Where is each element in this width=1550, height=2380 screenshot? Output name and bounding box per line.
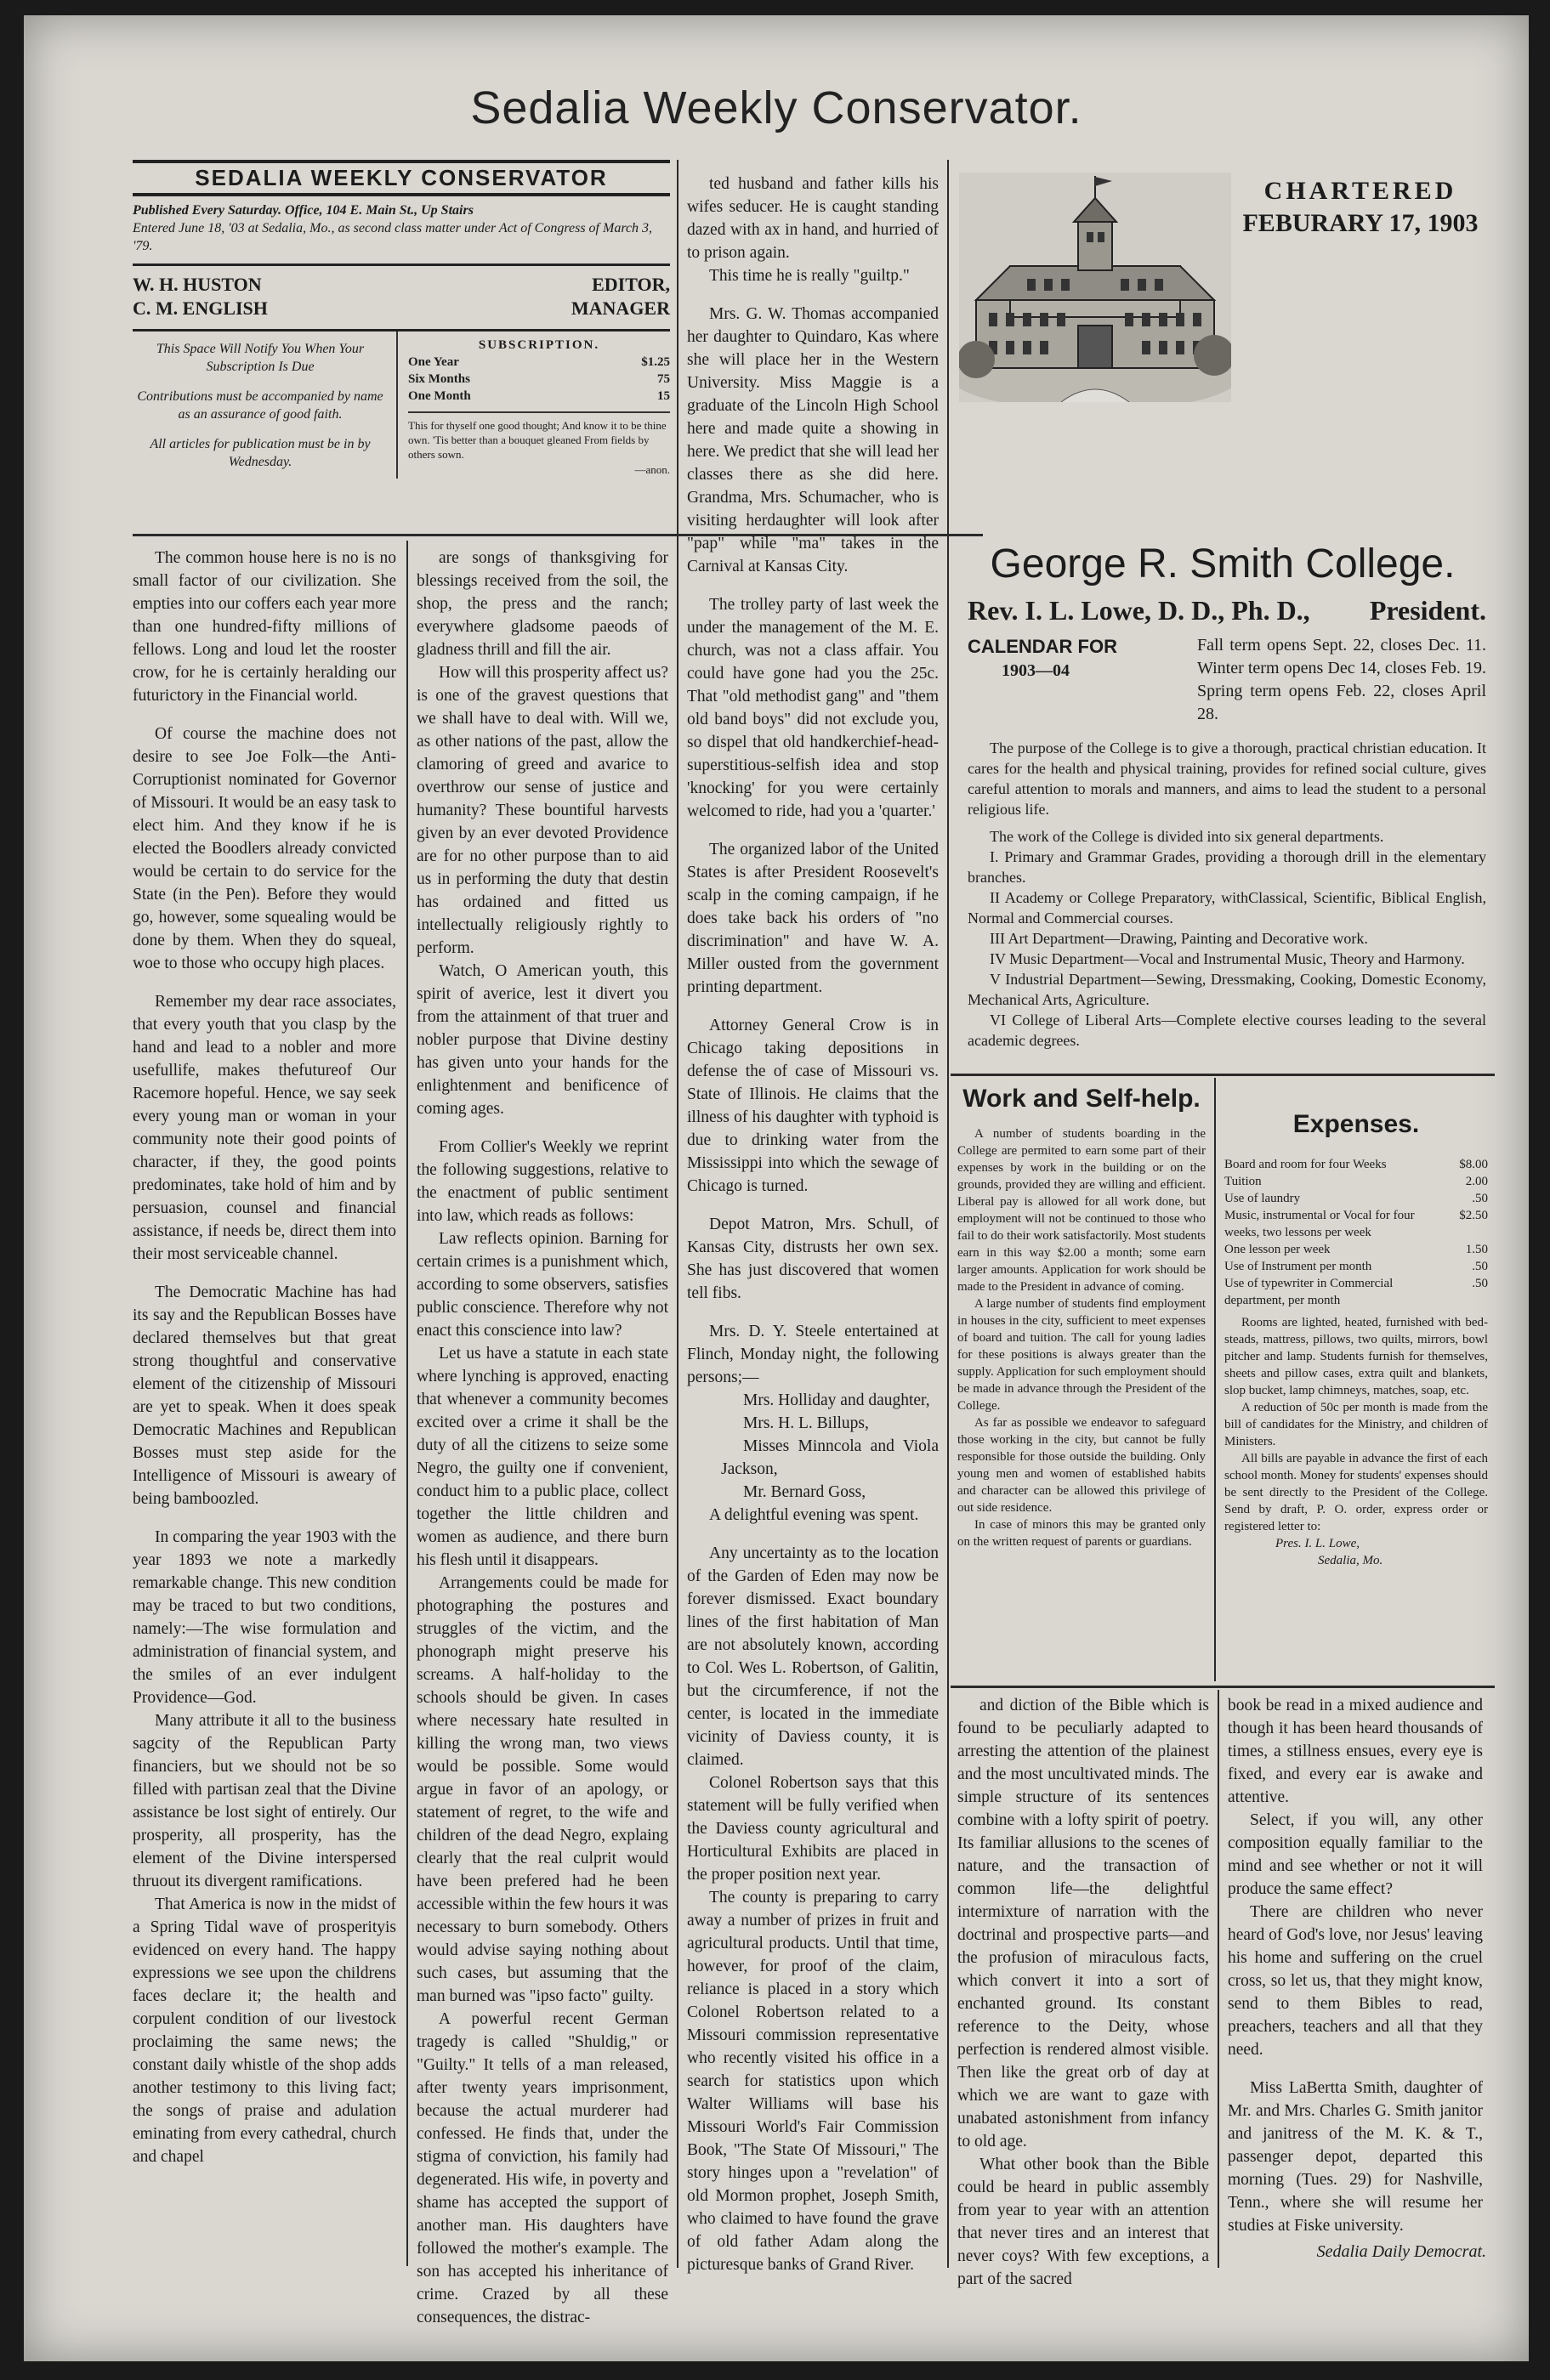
expense-row: One lesson per week 1.50: [1224, 1243, 1488, 1256]
poem-signature: —anon.: [634, 463, 670, 476]
guest-name: Mrs. H. L. Billups,: [743, 1414, 869, 1432]
expense-row: Music, instrumental or Vocal for four weeks, two lessons per week $2.50: [1224, 1209, 1488, 1239]
article-paragraph: Law reflects opinion. Barning for certain crimes is a punishment which, according to some observers, satisfies public conscience. Therefore why not enact this conscience into law?: [417, 1230, 668, 1340]
notice-subscription: This Space Will Notify You When Your Subscription Is Due: [156, 342, 365, 374]
section-rule: [951, 1074, 1495, 1076]
department-item: II Academy or College Preparatory, withClassical, Scientific, Biblical English, Normal and Commercial courses.: [968, 889, 1486, 926]
credit-line: Sedalia Daily Democrat.: [1316, 2242, 1486, 2261]
guest-name: Mrs. Holliday and daughter,: [743, 1391, 930, 1409]
guest-name: Mr. Bernard Goss,: [743, 1483, 866, 1501]
article-paragraph: Select, if you will, any other composition equally familiar to the mind and see whether or not it will produce the same effect?: [1228, 1811, 1483, 1898]
section-rule: [951, 1686, 1495, 1688]
article-paragraph: Watch, O American youth, this spirit of averice, lest it divert you from the attainment of that truer and nobler purpose that Divine destiny has given unto your hands for the enlightenment and benificence of coming ages.: [417, 962, 668, 1118]
expense-row: Use of laundry .50: [1224, 1192, 1488, 1205]
article-paragraph: The trolley party of last week the under the management of the M. E. church, was not a class affair. You could have gone had you the 25c. That "old methodist gang" and "them old band boys" did not exclude you, so dispel that old handkerchief-head-superstitious-selfish idea and stop 'knocking' for you were certainly welcomed to ride, had you a 'quarter.': [687, 596, 939, 820]
column-rule: [677, 160, 678, 2268]
bible-article-col-2: [1228, 1694, 1483, 2237]
masthead: Sedalia Weekly Conservator.: [470, 82, 1082, 133]
self-help-paragraph: A number of students boarding in the College are permited to earn some part of their expenses by work in the building or on the grounds, provided they are willing and efficient. Liberal pay is allowed for all work done, but employment will not be continued to those who fail to do their work satisfactorily. Most students earn in this way $2.00 a month; some earn larger amounts. Application for work should be made to the President in advance of coming.: [957, 1127, 1206, 1294]
editor-role: EDITOR,: [592, 274, 670, 295]
article-paragraph: From Collier's Weekly we reprint the following suggestions, relative to the enactment of public sentiment into law, which reads as follows:: [417, 1138, 668, 1225]
article-paragraph: What other book than the Bible could be heard in public assembly from year to year with an attention that never tires and an interest that never coys? With few exceptions, a part of the sacred: [957, 2156, 1209, 2288]
article-paragraph: Many attribute it all to the business sagcity of the Republican Party financiers, but we should not be so filled with partisan zeal that the Divine assistance be lost sight of entirely. Our prosperity, all prosperity, has the element of the Divine interspersed thruout its divergent ramifications.: [133, 1712, 396, 1890]
column-rule: [1218, 1690, 1219, 2268]
college-building-illustration: [959, 173, 1231, 402]
bible-article-col-1: [957, 1694, 1209, 2291]
article-paragraph: A powerful recent German tragedy is called "Shuldig," or "Guilty." It tells of a man released, after twenty years imprisonment, because the actual murderer had confessed. He finds that, under the stigma of conviction, his family had degenerated. His wife, in poverty and shame has accepted the support of another man. His daughters have followed the mother's example. The son has accepted his inheritance of crime. Crazed by all these consequences, the distrac-: [417, 2010, 668, 2326]
expense-row: Board and room for four Weeks $8.00: [1224, 1158, 1488, 1171]
column-rule: [1214, 1078, 1216, 1681]
expenses-payment: All bills are payable in advance the first of each school month. Money for students' expenses should be sent directly to the President of the College. Send by draft, P. O. order, express order or registered letter to:: [1224, 1452, 1488, 1533]
published-line: Published Every Saturday. Office, 104 E. Main St., Up Stairs: [133, 203, 474, 218]
poem: This for thyself one good thought; And know it to be thine own. 'Tis better than a bouquet gleaned From fields by others sown.: [408, 411, 670, 462]
column-rule: [947, 160, 949, 2268]
expense-row: Tuition 2.00: [1224, 1175, 1488, 1188]
subscription-row: One Year $1.25: [408, 355, 670, 369]
expenses-title: Expenses.: [1292, 1110, 1420, 1138]
article-paragraph: Mrs. D. Y. Steele entertained at Flinch, Monday night, the following persons;—: [687, 1323, 939, 1386]
self-help-title: Work and Self-help.: [962, 1085, 1201, 1113]
president-title: President.: [1369, 595, 1486, 626]
article-paragraph: Mrs. G. W. Thomas accompanied her daughter to Quindaro, Kas where she will place her in the Western University. Miss Maggie is a graduate of the Lincoln High School here and made quite a showing in here. We predict that she will lead her classes there as she did here. Grandma, Mrs. Schumacher, who is visiting herdaughter will look after "pap" while "ma" takes in the Carnival at Kansas City.: [687, 305, 939, 575]
article-paragraph: Remember my dear race associates, that every youth that you clasp by the hand and lead to a nobler and more usefullife, makes thefutureof Our Racemore hopeful. Hence, we say seek every young man or woman in your community note their good points of character, if they, the good points predominates, take hold of him and by persuasion, counsel and financial assistance, if needs be, direct them into their most serviceable channel.: [133, 993, 396, 1263]
publisher-box: [133, 160, 670, 479]
self-help-paragraph: In case of minors this may be granted only on the written request of parents or guardians.: [957, 1518, 1206, 1549]
notice-contributions: Contributions must be accompanied by name as an assurance of good faith.: [137, 389, 383, 422]
entered-line: Entered June 18, '03 at Sedalia, Mo., as second class matter under Act of Congress of March 3, '79.: [133, 221, 653, 253]
guest-name: Misses Minncola and Viola Jackson,: [721, 1437, 939, 1478]
newspaper-page: [24, 15, 1529, 2361]
subscription-row: Six Months 75: [408, 372, 670, 386]
manager-name: C. M. ENGLISH: [133, 298, 268, 319]
article-paragraph: That America is now in the midst of a Spring Tidal wave of prosperityis evidenced on every hand. The happy expressions we see upon the childrens faces declare it; the health and corpulent condition of our livestock proclaiming the same news; the constant daily whistle of the shop adds another testimony to this living fact; the songs of praise and adulation eminating from every cathedral, church and chapel: [133, 1896, 396, 2166]
article-paragraph: The county is preparing to carry away a number of prizes in fruit and agricultural products. Until that time, however, for proof of the claim, reliance is placed in a story which Colonel Robertson related to a Missouri commission representative who recently visited his office in a search for statistics upon which Walter Williams will base his Missouri World's Fair Commission Book, "The State Of Missouri," The story hinges upon a "revelation" of old Mormon prophet, Joseph Smith, who claimed to have found the grave of old father Adam along the picturesque banks of Grand River.: [687, 1889, 939, 2274]
article-paragraph: book be read in a mixed audience and though it has been heard thousands of times, a stillness ensues, every eye is fixed, and every ear is awake and attentive.: [1228, 1697, 1483, 1806]
article-paragraph: In comparing the year 1903 with the year 1893 we note a markedly remarkable change. This new condition may be traced to but two conditions, namely:—The wise formulation and administration of financial system, and the smiles of an ever indulgent Providence—God.: [133, 1528, 396, 1707]
signature-place: Sedalia, Mo.: [1318, 1554, 1383, 1567]
department-item: III Art Department—Drawing, Painting and Decorative work.: [990, 930, 1368, 947]
college-name: George R. Smith College.: [990, 541, 1456, 586]
article-paragraph: Colonel Robertson says that this statement will be fully verified when the Daviess county agricultural and Horticultural Exhibits are placed in the proper position next year.: [687, 1774, 939, 1884]
chartered-label: CHARTERED: [1263, 177, 1457, 205]
article-paragraph: Attorney General Crow is in Chicago taking depositions in defense the of case of Missouri vs. State of Illinois. He claims that the illness of his daughter with typhoid is due to drinking water from the Mississippi into which the sewage of Chicago is turned.: [687, 1017, 939, 1195]
chartered-date: FEBURARY 17, 1903: [1242, 209, 1479, 237]
article-paragraph: are songs of thanksgiving for blessings received from the soil, the shop, the press and the ranch; everywhere gladsome paeods of gladness thrill and fill the air.: [417, 549, 668, 659]
box-title: SEDALIA WEEKLY CONSERVATOR: [133, 160, 670, 196]
expenses-reduction: A reduction of 50c per month is made from the bill of candidates for the Ministry, and children of Ministers.: [1224, 1401, 1488, 1448]
article-paragraph: Of course the machine does not desire to see Joe Folk—the Anti-Corruptionist nominated for Governor of Missouri. It would be an easy task to elect him. And they know if he is elected the Boodlers already convicted would be certain to do service for the State (in the Pen). Before they would go, however, some squealing would be done by them. When they do squeal, woe to those who occupy high places.: [133, 725, 396, 972]
department-item: IV Music Department—Vocal and Instrumental Music, Theory and Harmony.: [990, 950, 1465, 967]
column-rule: [406, 541, 408, 2266]
article-paragraph: A delightful evening was spent.: [709, 1506, 919, 1524]
department-item: I. Primary and Grammar Grades, providing a thorough drill in the elementary branches.: [968, 848, 1486, 886]
article-paragraph: The organized labor of the United States is after President Roosevelt's scalp in the coming campaign, if he does take back his orders of "no discrimination" and have W. A. Miller ousted from the government printing department.: [687, 841, 939, 996]
college-purpose: The purpose of the College is to give a thorough, practical christian education. It cares for the health and physical training, provides for refined social culture, gives careful attention to morals and manners, and aims to lead the student to a personal religious life.: [968, 740, 1486, 818]
calendar-label: CALENDAR FOR: [968, 636, 1117, 657]
article-paragraph: Miss LaBertta Smith, daughter of Mr. and Mrs. Charles G. Smith janitor and janitress of the M. K. & T., passenger depot, departed this morning (Tues. 29) for Nashville, Tenn., where she will resume her studies at Fiske university.: [1228, 2079, 1483, 2235]
expense-row: Use of Instrument per month .50: [1224, 1260, 1488, 1273]
column-3: [687, 173, 939, 2276]
department-item: VI College of Liberal Arts—Complete elective courses leading to the several academic degrees.: [968, 1012, 1486, 1049]
self-help-section: [957, 1085, 1206, 1550]
article-paragraph: and diction of the Bible which is found to be peculiarly adapted to arresting the attention of the plainest and the most uncultivated minds. The simple structure of its sentences combine with a lofty spirit of poetry. Its familiar allusions to the scenes of nature, and the transaction of common life—the delightful intermixture of narration with the doctrinal and prospective parts—and the profusion of miraculous facts, which convert it into a sort of enchanted ground. Its constant reference to the Deity, whose perfection is rendered almost visible. Then like the great orb of day at which we are want to gaze with unabated astonishment from infancy to old age.: [957, 1697, 1209, 2150]
article-paragraph: Any uncertainty as to the location of the Garden of Eden may now be forever dismissed. Exact boundary lines of the first habitation of Man are not absolutely known, according to Col. Wes L. Robertson, of Galitin, but the circumference, if not the center, is located in the immediate vicinity of Daviess county, it is claimed.: [687, 1544, 939, 1769]
article-paragraph: The common house here is no is no small factor of our civilization. She empties into our coffers each year more than one hundred-fifty millions of fellows. Long and loud let the rooster crow, for he is certainly heralding our futurictory in the Financial world.: [133, 549, 396, 705]
article-paragraph: ted husband and father kills his wifes seducer. He is caught standing dazed with ax in hand, and hurried of to prison again.: [687, 175, 939, 262]
expenses-section: [1224, 1110, 1488, 1569]
article-paragraph: How will this prosperity affect us? is one of the gravest questions that we shall have to deal with. Will we, as other nations of the past, allow the clamoring of greed and avarice to overthrow our sense of justice and humanity? These bountiful harvests given by an ever devoted Providence are for no other purpose than to aid us in performing the duty that destin has ordained and fitted us intellectually religiously rightly to perform.: [417, 664, 668, 957]
subscription-row: One Month 15: [408, 389, 670, 403]
expense-row: Use of typewriter in Commercial department, per month .50: [1224, 1277, 1488, 1307]
notice-deadline: All articles for publication must be in by Wednesday.: [150, 437, 371, 469]
departments-intro: The work of the College is divided into six general departments.: [990, 828, 1384, 845]
article-paragraph: The Democratic Machine has had its say and the Republican Bosses have declared themselves but that great strong thoughtful and conservative element of the citizenship of Missouri are yet to speak. When it does speak Democratic Machines and Republican Bosses must step aside for the Intelligence of Missouri is aweary of being bamboozled.: [133, 1284, 396, 1508]
column-2: [417, 547, 668, 2329]
self-help-paragraph: A large number of students find employment in houses in the city, sufficient to meet expenses of board and tuition. The call for young ladies for these positions is always greater than the supply. Application for such employment should be made in advance through the President of the College.: [957, 1297, 1206, 1413]
article-paragraph: Arrangements could be made for photographing the postures and struggles of the victim, and the phonograph might preserve his screams. A half-holiday to the schools should be given. In cases where necessary hate resulted in killing the wrong man, two views would be possible. Some would argue in favor of an apology, or statement of regret, to the wife and children of the dead Negro, explaing clearly that the real culprit would have been prefered had he been accessible within the few hours it was necessary to burn somebody. Others would advise saying nothing about such cases, but assuming that the man burned was "ipso facto" guilty.: [417, 1574, 668, 2005]
article-paragraph: Depot Matron, Mrs. Schull, of Kansas City, distrusts her own sex. She has just discovered that women tell fibs.: [687, 1216, 939, 1302]
self-help-paragraph: As far as possible we endeavor to safeguard those working in the city, but cannot be fully responsible for those outside the building. Only young men and women of established habits and character can be allowed this privilege of out side residence.: [957, 1416, 1206, 1515]
manager-role: MANAGER: [571, 298, 670, 319]
subscription-title: SUBSCRIPTION.: [478, 338, 600, 352]
term-dates: Fall term opens Sept. 22, closes Dec. 11. Winter term opens Dec 14, closes Feb. 19. Spring term opens Feb. 22, closes April 28.: [1197, 636, 1486, 723]
signature-name: Pres. I. L. Lowe,: [1275, 1537, 1360, 1550]
department-item: V Industrial Department—Sewing, Dressmaking, Cooking, Domestic Economy, Mechanical Arts, Agriculture.: [968, 971, 1486, 1008]
calendar-year: 1903—04: [1002, 661, 1070, 680]
column-1: [133, 547, 396, 2168]
editor-name: W. H. HUSTON: [133, 274, 262, 295]
president-name: Rev. I. L. Lowe, D. D., Ph. D.,: [968, 595, 1310, 626]
article-paragraph: This time he is really "guiltp.": [709, 267, 910, 285]
article-paragraph: Let us have a statute in each state where lynching is approved, enacting that whenever a community becomes excited over a crime it shall be the duty of all the citizens to seize some Negro, the guilty one if convenient, conduct him to a public place, collect together the little children and women as audience, and there burn his flesh until it disappears.: [417, 1345, 668, 1569]
article-paragraph: There are children who never heard of God's love, nor Jesus' leaving his home and suffering on the cruel cross, so let us, that they might know, send to them Bibles to read, preachers, teachers and all that they need.: [1228, 1903, 1484, 2059]
expenses-notes: Rooms are lighted, heated, furnished with bed-steads, mattress, pillows, two quilts, mirrors, bowl pitcher and lamp. Students furnish for themselves, sheets and pillow cases, extra quilt and blankets, slop bucket, lamp chimneys, matches, soap, etc.: [1224, 1316, 1488, 1397]
